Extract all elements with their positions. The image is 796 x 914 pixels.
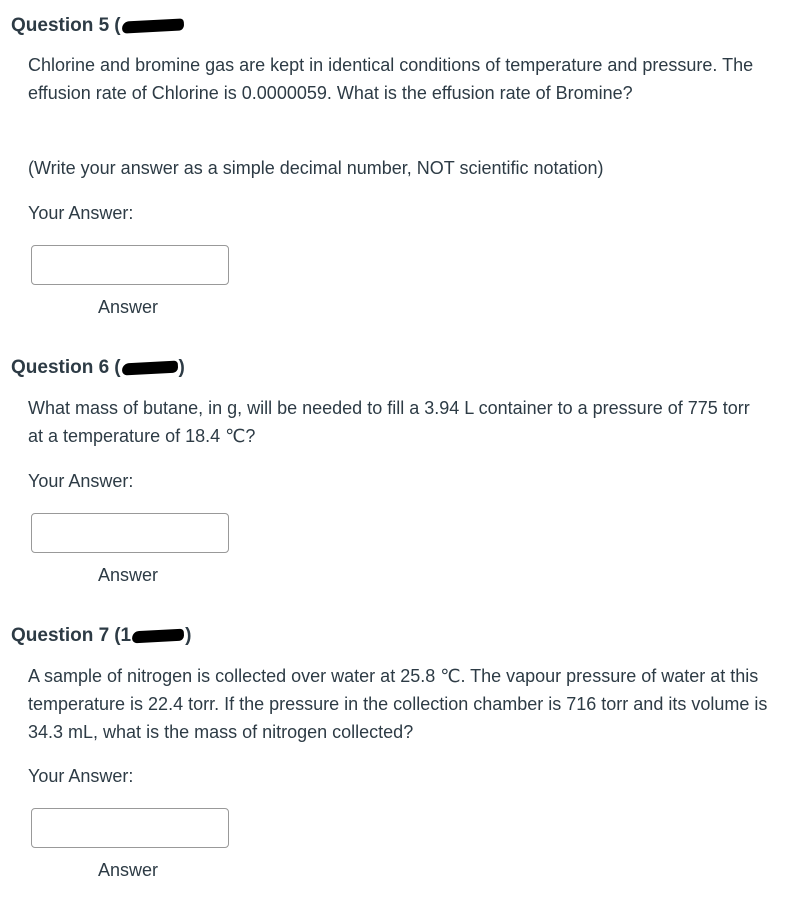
redaction-mark — [121, 18, 184, 33]
question-title: Question 7 — [11, 625, 110, 646]
points-redacted: ( — [114, 15, 184, 37]
your-answer-label: Your Answer: — [28, 471, 134, 491]
question-5-header — [11, 15, 185, 37]
question-5-text: Chlorine and bromine gas are kept in identical conditions of temperature and pressure. The effusion rate of Chlorine is 0.0000059. What is the effusion rate of Bromine? — [28, 55, 754, 103]
question-5-answer-input[interactable] — [31, 245, 229, 285]
points-redacted: ( ) — [114, 357, 185, 378]
redaction-mark — [132, 629, 185, 644]
question-6-text: What mass of butane, in g, will be needed to fill a 3.94 L container to a pressure of 775 torr at a temperature of 18.4 ℃? — [28, 398, 750, 446]
redaction-mark — [121, 361, 178, 376]
your-answer-label: Your Answer: — [28, 766, 134, 786]
your-answer-label: Your Answer: — [28, 203, 134, 223]
question-6-answer-input[interactable] — [31, 513, 229, 553]
question-6-header — [11, 357, 185, 379]
question-7-header — [11, 625, 191, 647]
answer-caption: Answer — [98, 297, 159, 317]
question-title: Question 5 — [11, 15, 110, 36]
question-7-answer-input[interactable] — [31, 808, 229, 848]
question-7-text: A sample of nitrogen is collected over water at 25.8 ℃. The vapour pressure of water at this temperature is 22.4 torr. If the pressure in the collection chamber is 716 torr and its volume is 34.3 mL, what is the mass of nitrogen collected? — [28, 666, 768, 742]
answer-caption: Answer — [98, 860, 159, 880]
question-title: Question 6 — [11, 357, 110, 378]
points-redacted: (1 ) — [114, 625, 192, 646]
question-5-note: (Write your answer as a simple decimal number, NOT scientific notation) — [28, 158, 604, 178]
answer-caption: Answer — [98, 565, 159, 585]
